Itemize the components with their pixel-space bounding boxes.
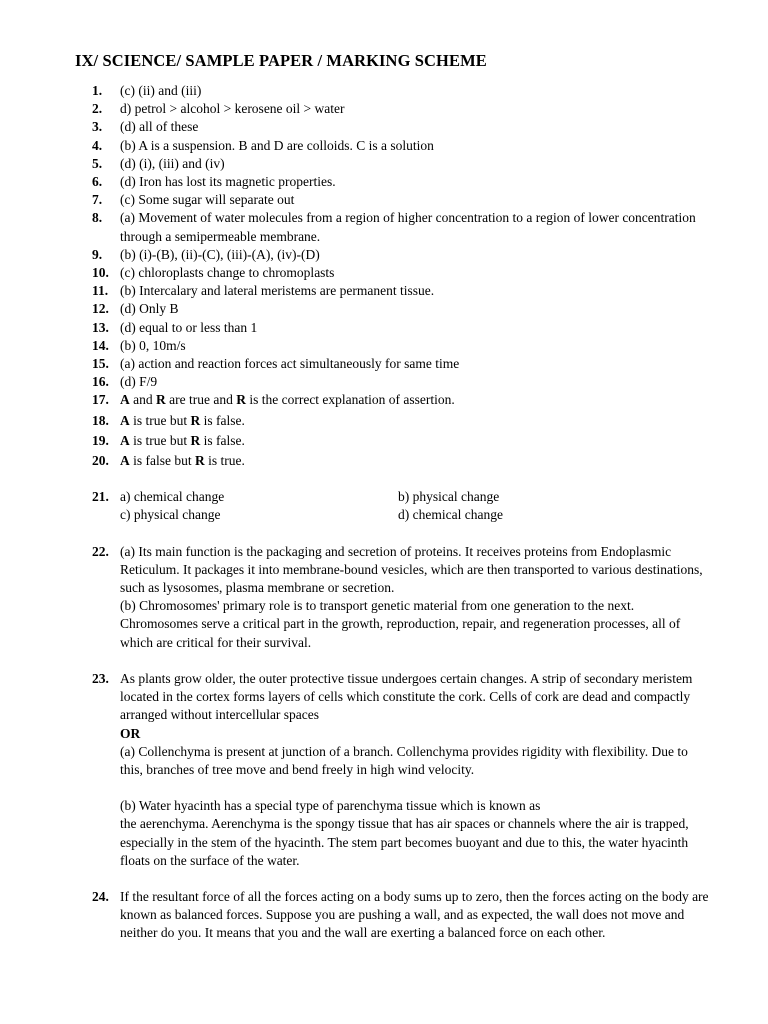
answer-text — [120, 543, 712, 652]
answer-item — [92, 209, 712, 245]
answer-text: If the resultant force of all the forces acting on a body sums up to zero, then the forces acting on the body are known as balanced forces. Suppose you are pushing a wall, and as expected, the wall does not move and neither do you. It means that you and the wall are exerting a balanced force on each other. — [120, 888, 709, 941]
reason-letter: R — [190, 412, 201, 428]
answer-text — [120, 670, 712, 815]
answer-number: 1. — [92, 83, 103, 98]
answer-text — [120, 391, 712, 409]
assertion-reason-item — [92, 412, 712, 430]
answer-text — [120, 488, 712, 524]
answer-item — [92, 373, 712, 391]
answer-item — [92, 282, 712, 300]
answer-text — [120, 452, 712, 470]
options-row — [120, 488, 712, 506]
answer-number: 19. — [92, 432, 109, 448]
option-c: c) physical change — [120, 507, 221, 523]
answer-text — [120, 412, 712, 430]
question-22 — [92, 543, 712, 652]
answer-item — [92, 118, 712, 136]
assertion-reason-item — [92, 432, 712, 450]
answer-item — [92, 300, 712, 318]
answer-part-b: (b) Chromosomes' primary role is to transport genetic material from one generation to the next. Chromosomes serve a critical part in the growth, reproduction, repair, and regeneration processes, all of which are critical for their survival. — [120, 598, 681, 650]
answer-text: (c) Some sugar will separate out — [120, 192, 295, 208]
reason-letter: R — [190, 432, 201, 448]
ending-text: is false. — [200, 432, 245, 448]
answer-item — [92, 155, 712, 173]
assertion-letter: A — [120, 432, 130, 448]
answer-part-a: (a) Collenchyma is present at junction of a branch. Collenchyma provides rigidity with flexibility. Due to this, branches of tree move and bend freely in high wind velocity. — [120, 743, 688, 777]
answer-item — [92, 173, 712, 191]
answer-number: 9. — [92, 246, 103, 262]
connector-text: is false but — [129, 453, 195, 469]
question-23 — [92, 670, 712, 815]
reason-letter: R — [195, 453, 205, 469]
answer-number: 14. — [92, 337, 109, 353]
answer-number: 6. — [92, 174, 103, 190]
answer-number: 3. — [92, 119, 103, 135]
answer-number: 10. — [92, 265, 109, 281]
answer-text: (d) all of these — [120, 119, 199, 135]
assertion-letter: A — [120, 392, 130, 408]
connector-text: is true but — [129, 432, 191, 448]
answer-item — [92, 319, 712, 337]
answer-text: (d) Iron has lost its magnetic properties. — [120, 174, 336, 190]
answer-part-b: (b) Water hyacinth has a special type of parenchyma tissue which is known as — [120, 798, 541, 814]
options-row — [120, 506, 712, 524]
answer-item — [92, 337, 712, 355]
answer-number: 2. — [92, 101, 103, 117]
connector-text: is true but — [129, 412, 191, 428]
answer-number: 13. — [92, 319, 109, 335]
answer-number: 7. — [92, 192, 103, 208]
answer-text: (d) Only B — [120, 301, 179, 317]
answer-item — [92, 82, 712, 100]
answer-text — [120, 432, 712, 450]
answer-number: 24. — [92, 888, 109, 904]
reason-letter: R — [156, 392, 166, 408]
answer-number: 8. — [92, 210, 103, 226]
answer-text: (b) Intercalary and lateral meristems are permanent tissue. — [120, 283, 435, 299]
answer-text: (d) (i), (iii) and (iv) — [120, 155, 225, 171]
reason-letter: R — [236, 392, 246, 408]
assertion-reason-item — [92, 391, 712, 409]
answer-number: 22. — [92, 543, 109, 559]
answer-number: 16. — [92, 374, 109, 390]
or-separator: OR — [120, 725, 141, 741]
connector-text: and — [129, 392, 156, 408]
answer-number: 15. — [92, 356, 109, 372]
answer-number: 18. — [92, 412, 109, 428]
answer-number: 20. — [92, 453, 109, 469]
ending-text: is true. — [204, 453, 245, 469]
answer-item — [92, 264, 712, 282]
option-a: a) chemical change — [120, 489, 225, 505]
answer-text: (d) F/9 — [120, 374, 158, 390]
answer-part-b-continued: the aerenchyma. Aerenchyma is the spongy tissue that has air spaces or channels where the air is trapped, especially in the stem of the hyacinth. The stem part becomes buoyant and due to this, the water hyacinth floats on the surface of the water. — [120, 816, 689, 868]
answer-item — [92, 246, 712, 264]
answer-text: (d) equal to or less than 1 — [120, 319, 258, 335]
question-21 — [92, 488, 712, 524]
answer-number: 11. — [92, 283, 109, 299]
answer-list — [92, 82, 712, 943]
assertion-reason-item — [92, 452, 712, 470]
question-24 — [92, 888, 712, 943]
page-title: IX/ SCIENCE/ SAMPLE PAPER / MARKING SCHEME — [75, 51, 487, 70]
answer-number: 5. — [92, 155, 103, 171]
answer-text: (b) A is a suspension. B and D are colloids. C is a solution — [120, 137, 434, 153]
answer-text: (a) action and reaction forces act simultaneously for same time — [120, 356, 460, 372]
assertion-letter: A — [120, 453, 130, 469]
answer-text: (b) (i)-(B), (ii)-(C), (iii)-(A), (iv)-(D) — [120, 246, 320, 262]
option-d: d) chemical change — [398, 507, 503, 523]
answer-number: 21. — [92, 489, 109, 505]
ending-text: is false. — [200, 412, 245, 428]
answer-number: 23. — [92, 670, 109, 686]
option-b: b) physical change — [398, 489, 500, 505]
answer-number: 4. — [92, 137, 103, 153]
answer-number: 12. — [92, 301, 109, 317]
ending-text: is the correct explanation of assertion. — [245, 392, 455, 408]
assertion-letter: A — [120, 412, 130, 428]
answer-part-a: (a) Its main function is the packaging and secretion of proteins. It receives proteins from Endoplasmic Reticulum. It packages it into membrane-bound vesicles, which are then transported to various destinations, such as lysosomes, plasma membrane or secretion. — [120, 543, 703, 596]
connector-text: are true and — [165, 392, 237, 408]
answer-item — [92, 100, 712, 118]
answer-number: 17. — [92, 392, 109, 408]
answer-text: (c) chloroplasts change to chromoplasts — [120, 265, 335, 281]
answer-text: (c) (ii) and (iii) — [120, 83, 202, 98]
answer-text: d) petrol > alcohol > kerosene oil > water — [120, 101, 345, 117]
answer-main: As plants grow older, the outer protective tissue undergoes certain changes. A strip of secondary meristem located in the cortex forms layers of cells which constitute the cork. Cells of cork are dead and compactly arranged without intercellular spaces — [120, 670, 693, 723]
answer-text: (b) 0, 10m/s — [120, 337, 186, 353]
answer-item — [92, 191, 712, 209]
answer-item — [92, 137, 712, 155]
answer-item — [92, 355, 712, 373]
answer-text: (a) Movement of water molecules from a region of higher concentration to a region of lower concentration through a semipermeable membrane. — [120, 210, 696, 244]
